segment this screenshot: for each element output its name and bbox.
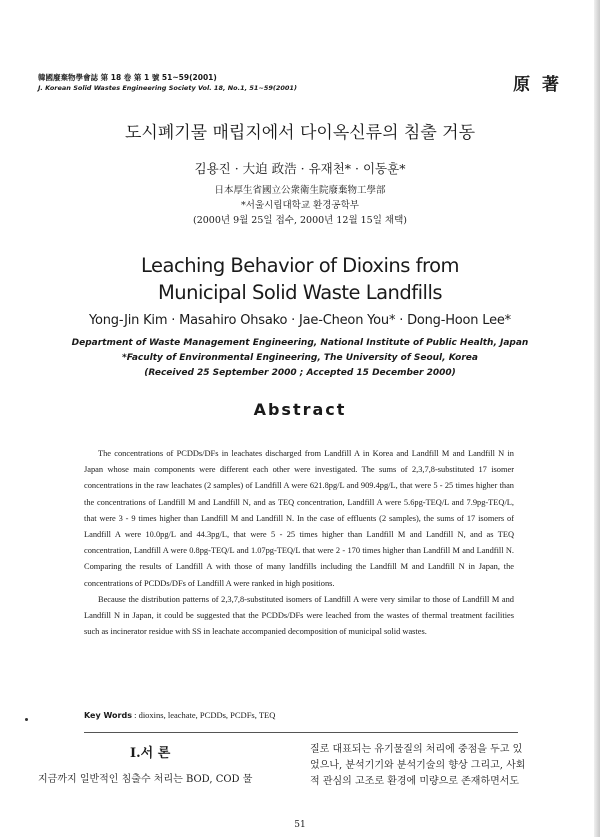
english-title-line-2: Municipal Solid Waste Landfills: [157, 281, 443, 304]
english-affiliation-1: Department of Waste Management Engineering, National Institute of Public Health, Japan: [71, 338, 529, 348]
keywords-label: Key Words: [84, 711, 132, 720]
korean-authors: 김용진 · 大迫 政浩 · 유재천* · 이동훈*: [194, 161, 406, 176]
english-authors: Yong-Jin Kim · Masahiro Ohsako · Jae-Cheon You* · Dong-Hoon Lee*: [89, 313, 511, 328]
body-left-line-1: 지금까지 일반적인 침출수 처리는 BOD, COD 물: [38, 774, 253, 785]
section-heading-introduction: Ⅰ.서 론: [130, 746, 171, 761]
english-title-line-1: Leaching Behavior of Dioxins from: [141, 254, 459, 277]
abstract-body: [84, 446, 514, 640]
korean-affiliation-1: 日本厚生省國立公衆衛生院廢棄物工學部: [214, 185, 386, 196]
keywords: [84, 710, 275, 720]
body-column-right: [310, 742, 560, 790]
journal-english-line: J. Korean Solid Wastes Engineering Society Vol. 18, No.1, 51~59(2001): [38, 84, 297, 92]
body-column-left: [38, 772, 300, 788]
abstract-paragraph-1: The concentrations of PCDDs/DFs in leachates discharged from Landfill A in Korea and Landfill M and Landfill N in Japan whose main components were different each other were investigated. The sums of 2,3,7,8-substituted 17 isomer concentrations in the raw leachates (2 samples) of Landfill A were 621.8pg/L and 909.4pg/L, that were 5 - 25 times higher than the concentrations of Landfill M and Landfill N, and as TEQ concentration, Landfill A were 5.6pg-TEQ/L and 7.9pg-TEQ/L, that were 3 - 9 times higher than Landfill M and Landfill N. In the case of effluents (2 samples), the sums of 17 isomers of Landfill A were 10.0pg/L and 44.3pg/L, that were 5 - 25 times higher than Landfill M and Landfill N, and as TEQ concentration, Landfill A were 0.8pg-TEQ/L and 1.07pg-TEQ/L that were 2 - 170 times higher than Landfill M and Landfill N. Comparing the results of Landfill A with those of many landfills including the Landfill M and Landfill N in Japan, the concentrations of PCDDs/DFs of Landfill A were ranked in high positions.: [84, 449, 514, 588]
journal-korean-line: 韓國廢棄物學會誌 第 18 卷 第 1 號 51~59(2001): [38, 73, 217, 82]
abstract-heading: Abstract: [253, 400, 347, 419]
english-affiliations: [0, 336, 600, 381]
scan-speck: [25, 718, 28, 721]
korean-affiliation-2: *서울시립대학교 환경공학부: [241, 200, 359, 211]
body-right-line-1: 질로 대표되는 유기물질의 처리에 중점을 두고 있: [310, 744, 523, 755]
korean-title: 도시폐기물 매립지에서 다이옥신류의 침출 거동: [124, 123, 476, 143]
page-number: 51: [294, 820, 306, 830]
korean-received: (2000년 9월 25일 접수, 2000년 12월 15일 채택): [192, 215, 407, 226]
body-right-line-3: 적 관심의 고조로 환경에 미량으로 존재하면서도: [310, 776, 520, 787]
english-affiliation-2: *Faculty of Environmental Engineering, The University of Seoul, Korea: [122, 353, 478, 363]
english-title: [0, 252, 600, 306]
abstract-paragraph-2: Because the distribution patterns of 2,3,7,8-substituted isomers of Landfill A were very similar to those of Landfill M and Landfill N in Japan, it could be suggested that the PCDDs/DFs were leached from the wastes of thermal treatment facilities such as incinerator residue with SS in leachate accompanied decomposition of municipal solid wastes.: [84, 594, 514, 637]
english-received: (Received 25 September 2000 ; Accepted 15 December 2000): [144, 368, 456, 378]
keywords-values: : dioxins, leachate, PCDDs, PCDFs, TEQ: [134, 710, 276, 720]
body-right-line-2: 었으나, 분석기기와 분석기술의 향상 그리고, 사회: [310, 760, 526, 771]
section-divider: [84, 732, 518, 733]
article-type-badge: 原 著: [513, 75, 562, 95]
